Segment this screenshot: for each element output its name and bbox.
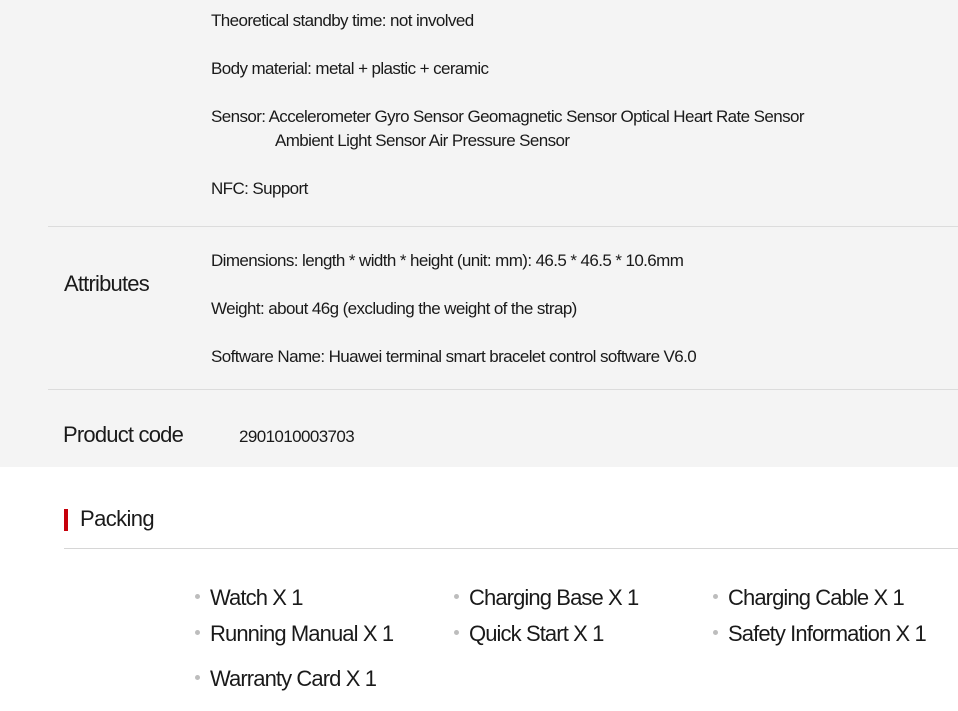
product-code-label: Product code (63, 422, 184, 447)
attributes-label: Attributes (64, 271, 149, 296)
product-code-value: 2901010003703 (239, 427, 355, 446)
packing-item: Charging Cable X 1 (713, 584, 904, 612)
bullet-icon (195, 594, 200, 599)
packing-accent-bar (64, 509, 68, 531)
bullet-icon (454, 630, 459, 635)
spec-nfc: NFC: Support (211, 179, 308, 198)
bullet-icon (195, 630, 200, 635)
spec-software: Software Name: Huawei terminal smart bracelet control software V6.0 (211, 347, 697, 366)
spec-weight: Weight: about 46g (excluding the weight of the strap) (211, 299, 577, 318)
packing-item: Running Manual X 1 (195, 620, 393, 648)
spec-body-material: Body material: metal + plastic + ceramic (211, 59, 489, 78)
packing-item: Warranty Card X 1 (195, 665, 376, 693)
packing-item: Safety Information X 1 (713, 620, 926, 648)
spec-sensor-continued: Ambient Light Sensor Air Pressure Sensor (275, 131, 570, 150)
spec-dimensions: Dimensions: length * width * height (unit: mm): 46.5 * 46.5 * 10.6mm (211, 251, 684, 270)
packing-item: Quick Start X 1 (454, 620, 603, 648)
packing-title: Packing (80, 506, 155, 531)
packing-item: Watch X 1 (195, 584, 303, 612)
row-divider (48, 226, 958, 227)
bullet-icon (713, 630, 718, 635)
packing-divider (64, 548, 958, 549)
packing-item: Charging Base X 1 (454, 584, 638, 612)
row-divider (48, 389, 958, 390)
bullet-icon (454, 594, 459, 599)
bullet-icon (195, 675, 200, 680)
bullet-icon (713, 594, 718, 599)
spec-sensor: Sensor: Accelerometer Gyro Sensor Geomagnetic Sensor Optical Heart Rate Sensor (211, 107, 804, 126)
spec-standby-time: Theoretical standby time: not involved (211, 11, 474, 30)
